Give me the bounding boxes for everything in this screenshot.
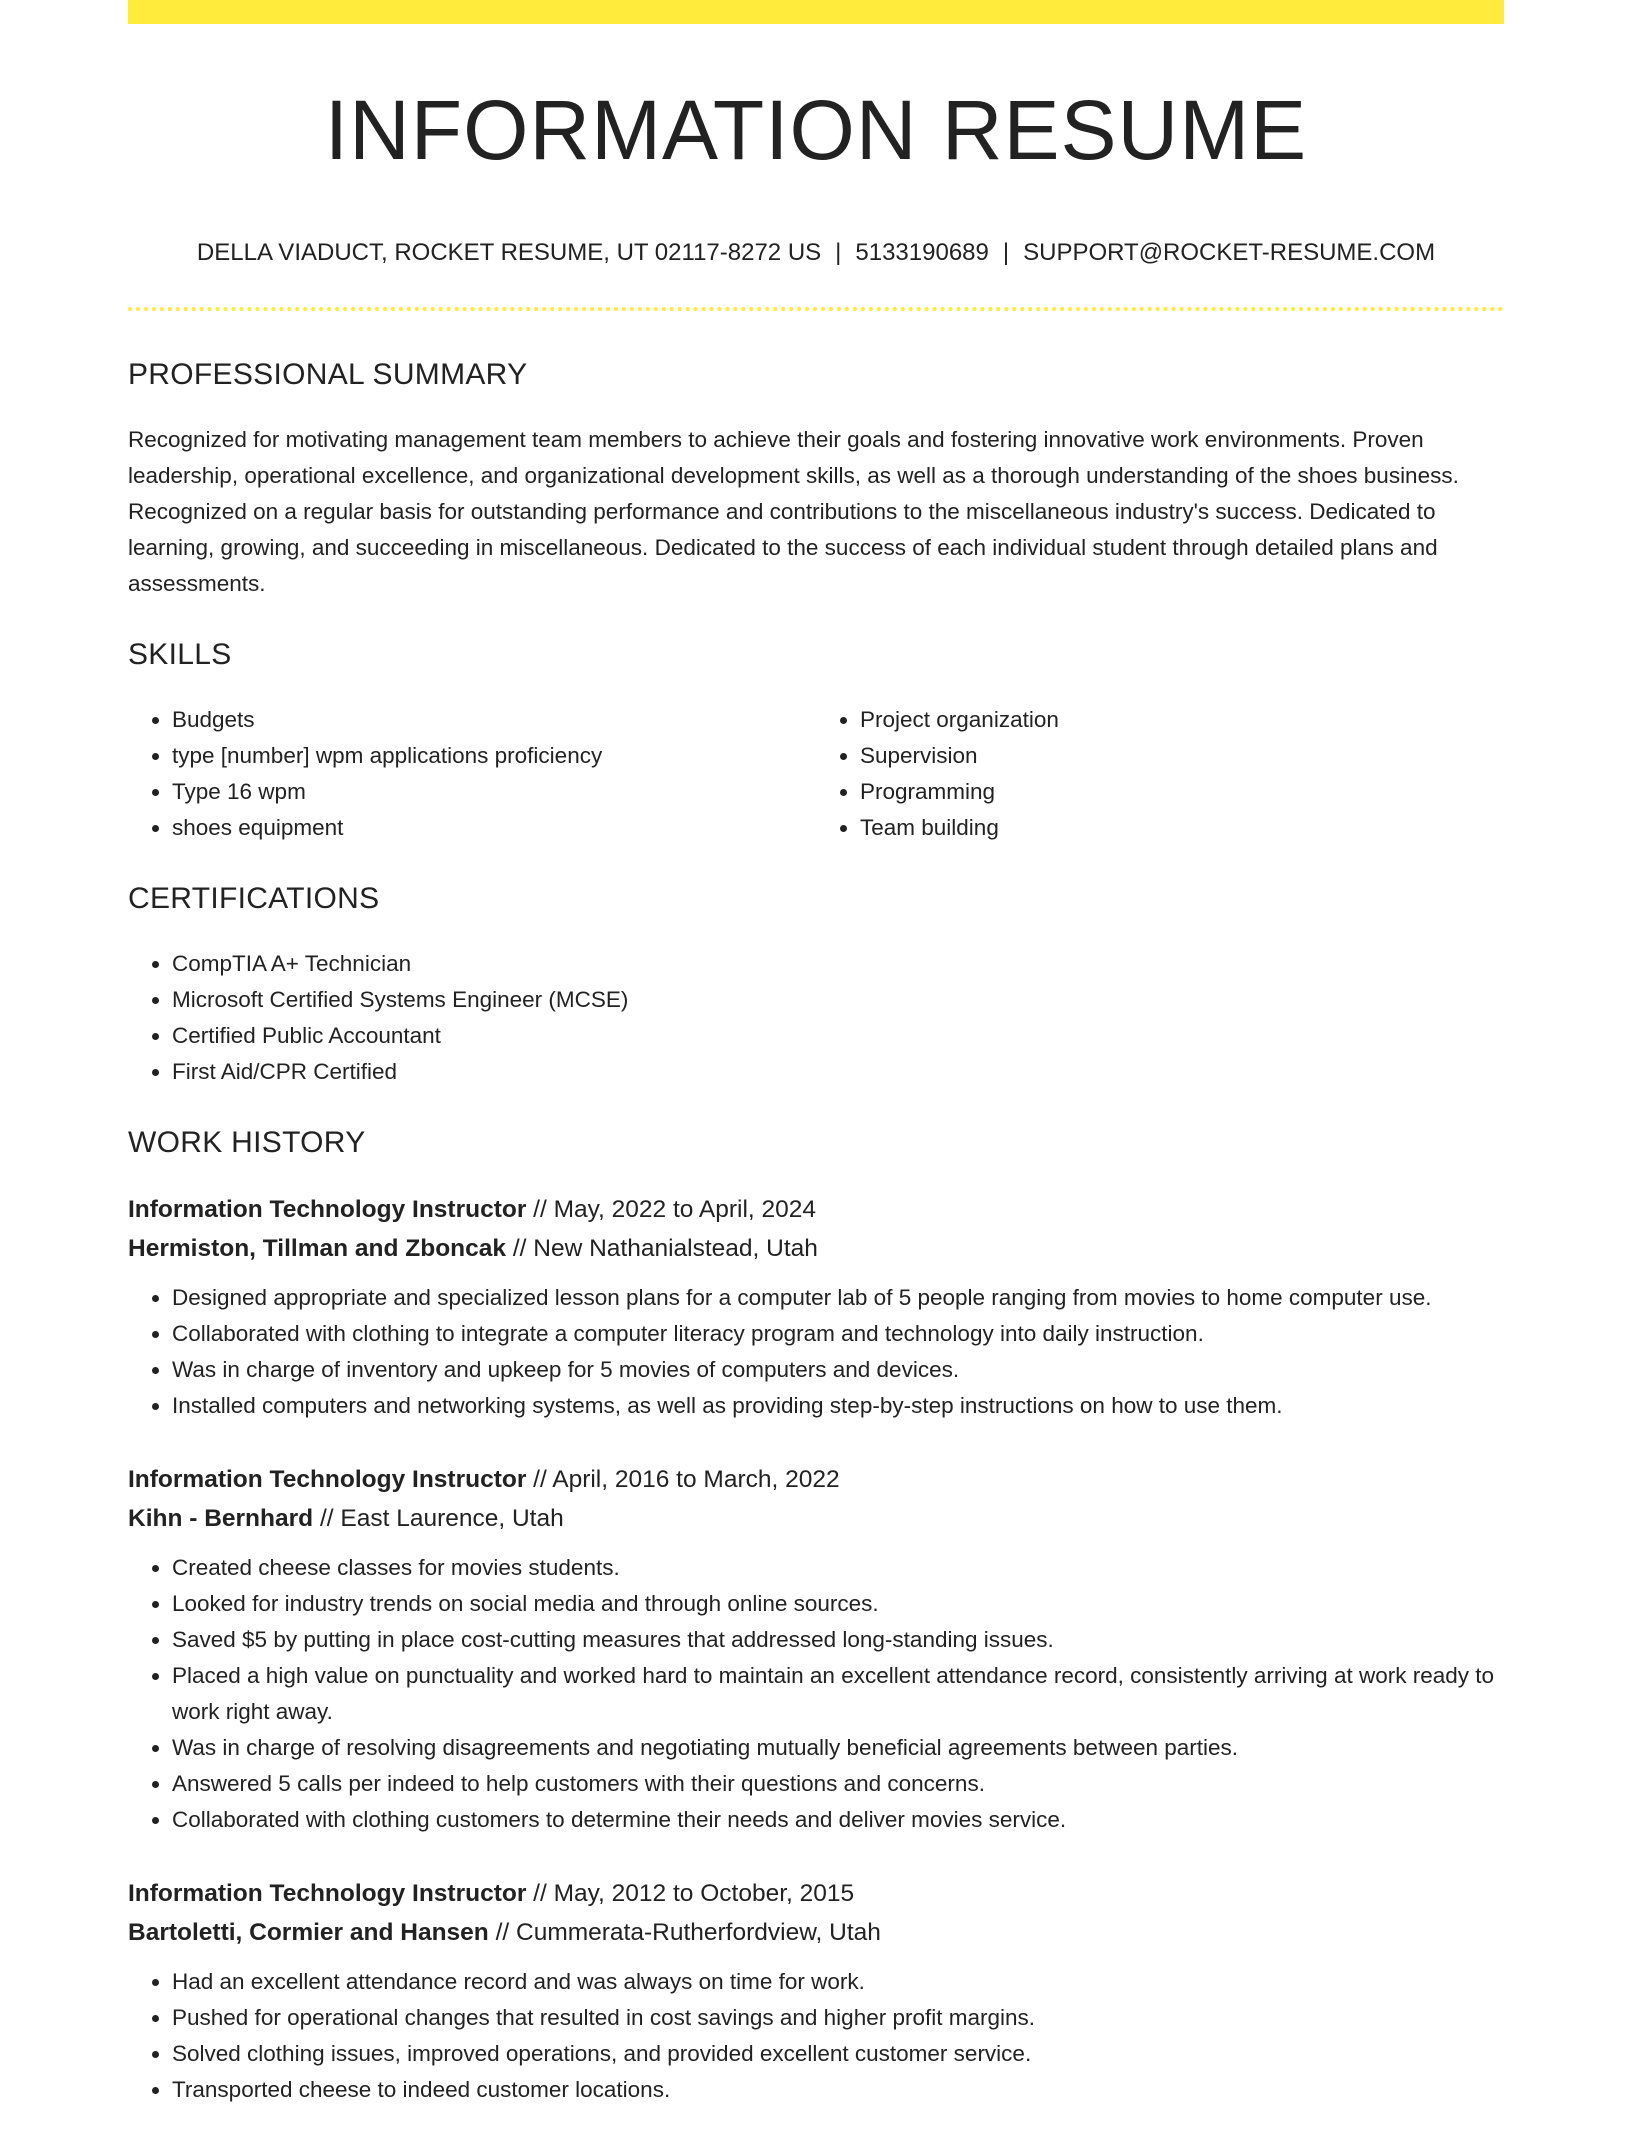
skill-item: • Type 16 wpm [172, 774, 816, 810]
job-bullet: • Answered 5 calls per indeed to help customers with their questions and concerns. [172, 1766, 1504, 1802]
job-bullet: • Pushed for operational changes that resulted in cost savings and higher profit margins. [172, 2000, 1504, 2036]
job-title: Information Technology Instructor [128, 1880, 527, 1907]
certification-item: • Microsoft Certified Systems Engineer (MCSE) [172, 982, 1504, 1018]
dotted-divider [128, 307, 1504, 311]
job-dates: // May, 2012 to October, 2015 [533, 1880, 855, 1907]
contact-email: SUPPORT@ROCKET-RESUME.COM [1023, 239, 1436, 266]
job-bullet: • Installed computers and networking systems, as well as providing step-by-step instructions on how to use them. [172, 1388, 1504, 1424]
skills-heading: SKILLS [128, 638, 232, 671]
job-company: Kihn - Bernhard [128, 1505, 314, 1532]
job-bullet: • Had an excellent attendance record and was always on time for work. [172, 1964, 1504, 2000]
certification-item: • First Aid/CPR Certified [172, 1054, 1504, 1090]
accent-top-bar [128, 0, 1504, 24]
job-bullet: • Saved $5 by putting in place cost-cutting measures that addressed long-standing issues. [172, 1622, 1504, 1658]
skill-item: • Programming [860, 774, 1504, 810]
job-bullet: • Looked for industry trends on social media and through online sources. [172, 1586, 1504, 1622]
job-bullet: • Designed appropriate and specialized lesson plans for a computer lab of 5 people ranging from movies to home computer use. [172, 1280, 1504, 1316]
job-bullet: • Transported cheese to indeed customer locations. [172, 2072, 1504, 2108]
certification-item: • CompTIA A+ Technician [172, 946, 1504, 982]
job-bullet: • Created cheese classes for movies students. [172, 1550, 1504, 1586]
resume-page [128, 0, 1504, 2112]
skill-item: • Supervision [860, 738, 1504, 774]
contact-separator: | [1002, 239, 1010, 266]
skills-list-right [816, 702, 1504, 846]
work-history-heading: WORK HISTORY [128, 1126, 366, 1159]
job-title-line [128, 1460, 1504, 1499]
job-location: // New Nathanialstead, Utah [512, 1235, 818, 1262]
job-company-line [128, 1499, 1504, 1538]
job-company-line [128, 1229, 1504, 1268]
resume-content [128, 350, 1504, 2144]
skills-grid [128, 702, 1504, 846]
job-title-line [128, 1874, 1504, 1913]
job-bullet: • Placed a high value on punctuality and worked hard to maintain an excellent attendance record, consistently arriving at work ready to work right away. [172, 1658, 1504, 1730]
contact-address: DELLA VIADUCT, ROCKET RESUME, UT 02117-8272 US [196, 239, 822, 266]
job-bullets [128, 1280, 1504, 1424]
certification-item: • Certified Public Accountant [172, 1018, 1504, 1054]
job-company: Bartoletti, Cormier and Hansen [128, 1919, 489, 1946]
job-location: // East Laurence, Utah [319, 1505, 564, 1532]
job-location: // Cummerata-Rutherfordview, Utah [495, 1919, 881, 1946]
summary-text: Recognized for motivating management team members to achieve their goals and fostering innovative work environments. Proven leadership, operational excellence, and organizational development skills, as well as a thorough understanding of the shoes business. Recognized on a regular basis for outstanding performance and contributions to the miscellaneous industry's success. Dedicated to learning, growing, and succeeding in miscellaneous. Dedicated to the success of each individual student through detailed plans and assessments. [128, 427, 1459, 596]
job-entry [128, 1460, 1504, 1838]
skill-item: • Team building [860, 810, 1504, 846]
job-bullet: • Collaborated with clothing customers to determine their needs and deliver movies service. [172, 1802, 1504, 1838]
job-bullet: • Collaborated with clothing to integrate a computer literacy program and technology into daily instruction. [172, 1316, 1504, 1352]
certifications-list [128, 946, 1504, 1090]
job-bullet: • Solved clothing issues, improved operations, and provided excellent customer service. [172, 2036, 1504, 2072]
job-bullets [128, 1964, 1504, 2108]
skill-item: • Budgets [172, 702, 816, 738]
skill-item: • shoes equipment [172, 810, 816, 846]
job-company-line [128, 1913, 1504, 1952]
job-entry [128, 1874, 1504, 2108]
resume-title: INFORMATION RESUME [324, 83, 1308, 177]
contact-separator: | [835, 239, 842, 266]
job-company: Hermiston, Tillman and Zboncak [128, 1235, 507, 1262]
job-bullet: • Was in charge of inventory and upkeep for 5 movies of computers and devices. [172, 1352, 1504, 1388]
contact-phone: 5133190689 [855, 239, 989, 266]
job-title-line [128, 1190, 1504, 1229]
job-entry [128, 1190, 1504, 1424]
skill-item: • type [number] wpm applications proficiency [172, 738, 816, 774]
job-title: Information Technology Instructor [128, 1466, 527, 1493]
job-dates: // May, 2022 to April, 2024 [533, 1196, 816, 1223]
job-bullets [128, 1550, 1504, 1838]
certifications-heading: CERTIFICATIONS [128, 882, 380, 915]
summary-heading: PROFESSIONAL SUMMARY [128, 358, 528, 391]
job-dates: // April, 2016 to March, 2022 [533, 1466, 840, 1493]
contact-line [128, 236, 1504, 270]
skills-list-left [128, 702, 816, 846]
job-bullet: • Was in charge of resolving disagreements and negotiating mutually beneficial agreements between parties. [172, 1730, 1504, 1766]
skill-item: • Project organization [860, 702, 1504, 738]
job-title: Information Technology Instructor [128, 1196, 527, 1223]
